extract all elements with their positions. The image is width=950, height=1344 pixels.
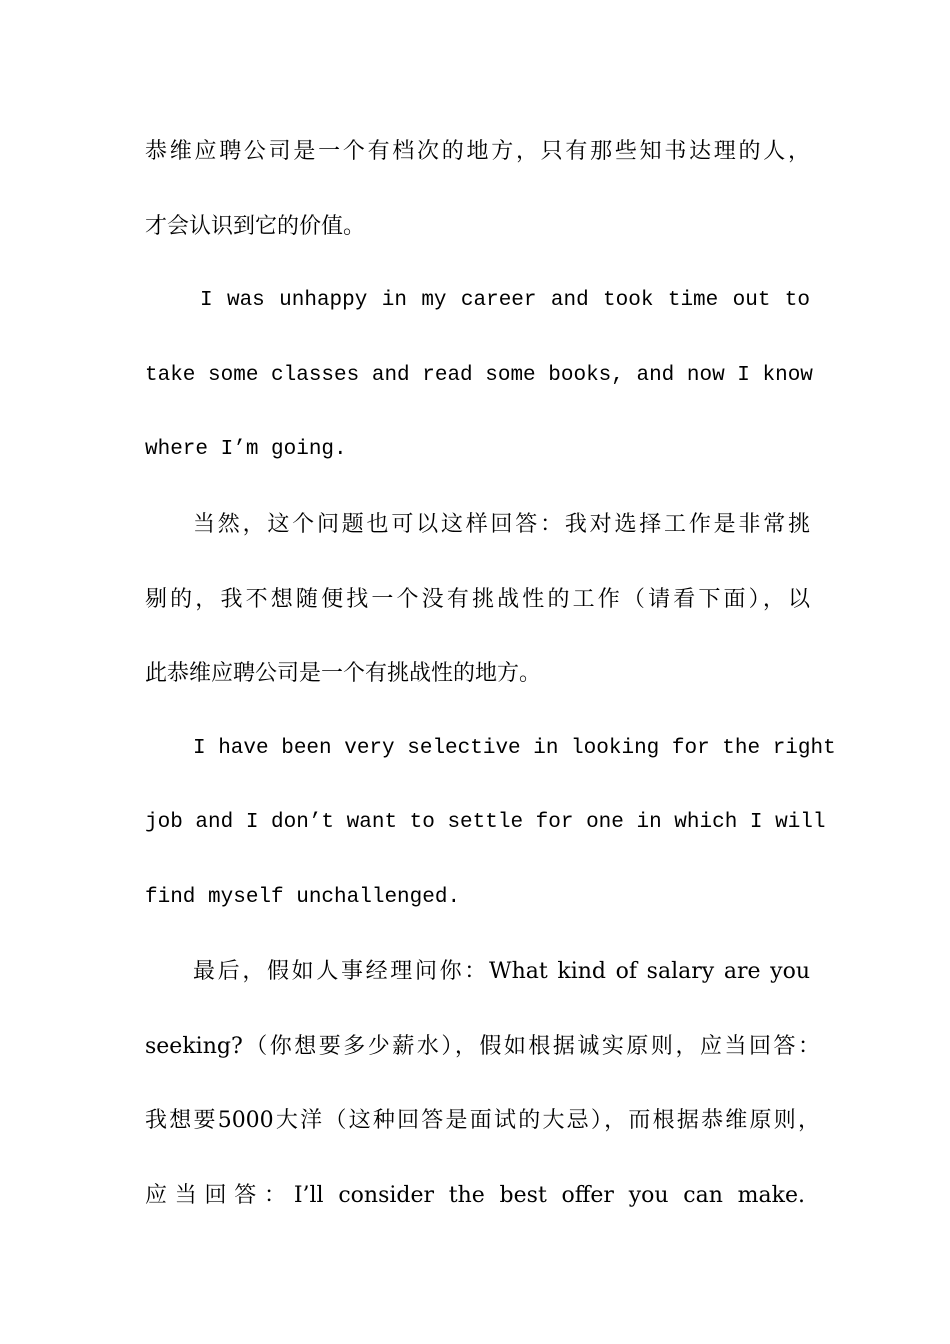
text-line-2: 才会认识到它的价值。: [145, 214, 366, 239]
text-line-13: seeking?（你想要多少薪水），假如根据诚实原则，应当回答：: [145, 1034, 820, 1059]
text-line-14: 我想要5000大洋（这种回答是面试的大忌），而根据恭维原则，: [145, 1108, 820, 1133]
text-line-6: 当然，这个问题也可以这样回答：我对选择工作是非常挑: [193, 512, 810, 537]
text-line-4: take some classes and read some books, and now I know: [145, 364, 813, 387]
text-line-5: where I’m going.: [145, 438, 347, 461]
text-line-7: 剔的，我不想随便找一个没有挑战性的工作（请看下面），以: [145, 587, 810, 612]
text-line-12: 最后，假如人事经理问你：What kind of salary are you: [193, 959, 810, 984]
text-line-10: job and I don’t want to settle for one in which I will: [145, 811, 826, 834]
text-line-1: 恭维应聘公司是一个有档次的地方，只有那些知书达理的人，: [145, 139, 810, 164]
text-line-9: I have been very selective in looking for the right: [193, 737, 836, 760]
text-line-15: 应当回答：I’ll consider the best offer you can make.: [145, 1183, 805, 1208]
text-line-11: find myself unchallenged.: [145, 886, 461, 909]
text-line-8: 此恭维应聘公司是一个有挑战性的地方。: [145, 661, 542, 686]
text-line-3: I was unhappy in my career and took time out to: [200, 289, 810, 312]
